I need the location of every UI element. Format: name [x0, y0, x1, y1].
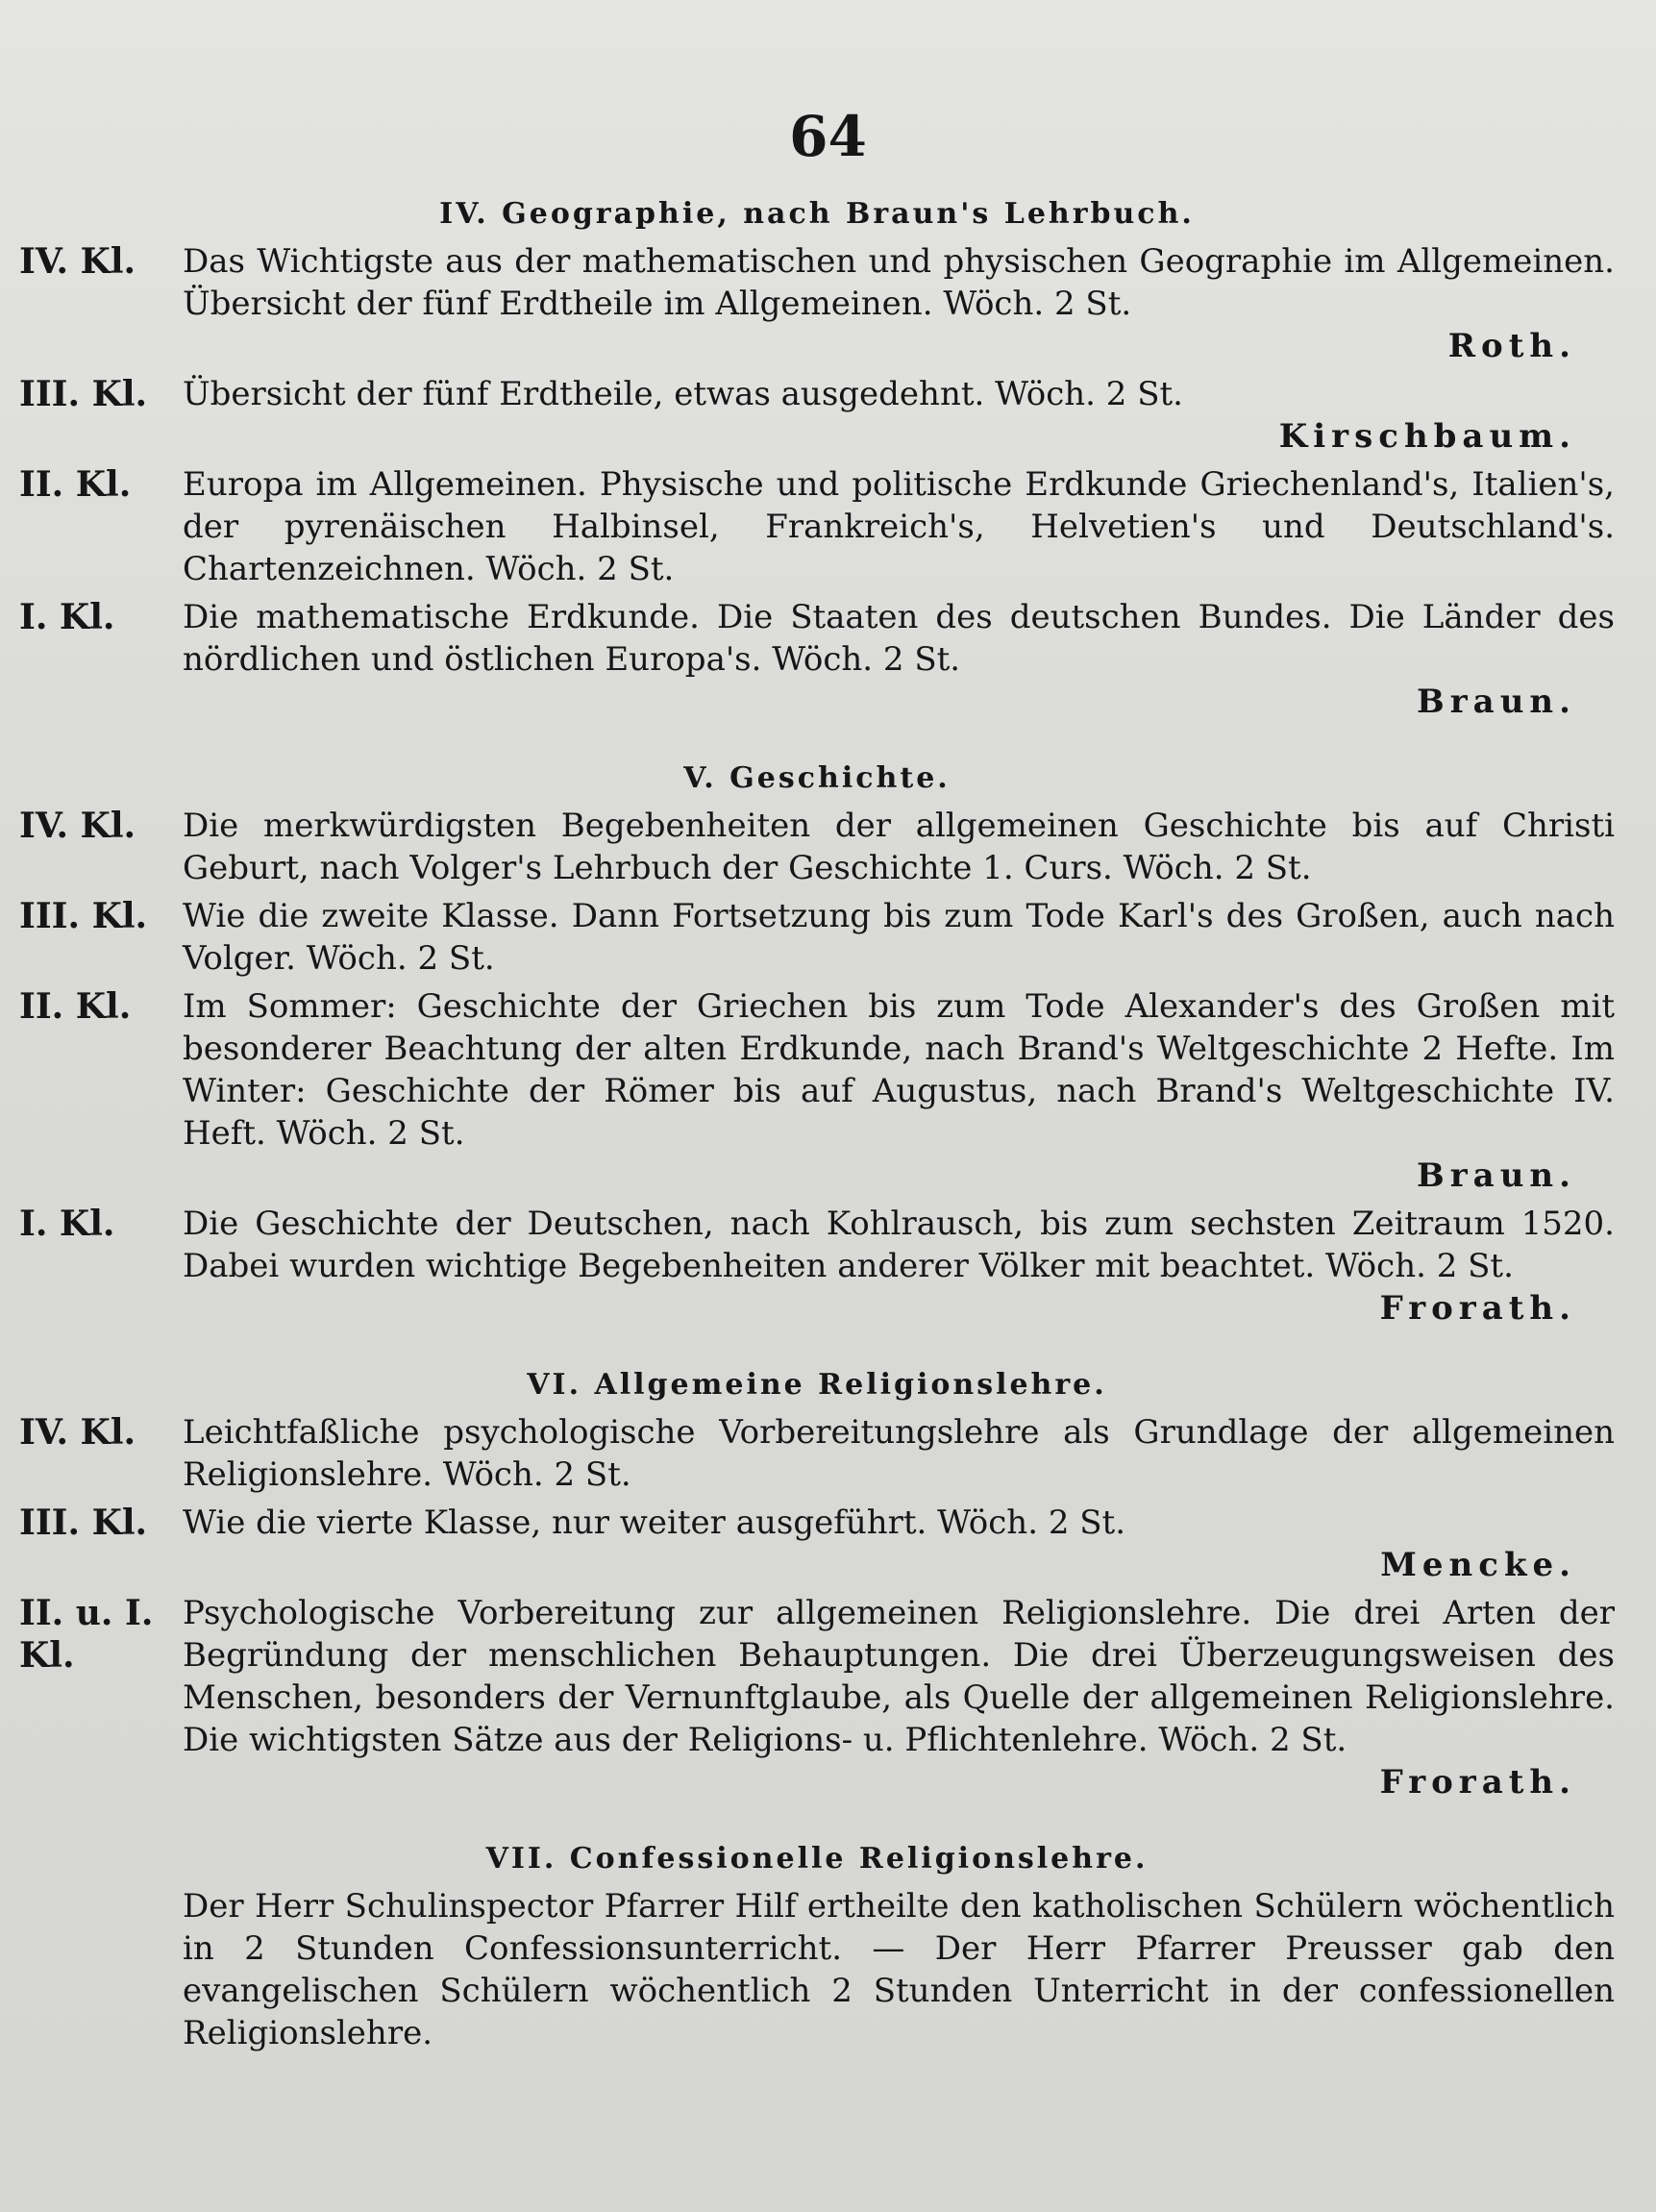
- section: [19, 197, 1615, 723]
- entry-body: [183, 1411, 1615, 1496]
- class-entry: [19, 596, 1615, 723]
- page-content: [19, 197, 1615, 2093]
- class-label: II. Kl.: [19, 986, 132, 1027]
- class-label: IV. Kl.: [19, 806, 136, 846]
- entry-text: Europa im Allgemeinen. Physische und politische Erdkunde Griechenland's, Italien's, der pyrenäischen Halbinsel, Frankreich's, Helvetien's und Deutschland's. Chartenzeichnen. Wöch. 2 St.: [183, 465, 1615, 588]
- class-entry: [19, 1592, 1615, 1803]
- entry-text: Das Wichtigste aus der mathematischen und physischen Geographie im Allgemeinen. Übersicht der fünf Erdtheile im Allgemeinen. Wöch. 2 St.: [183, 242, 1615, 323]
- section-heading: V. Geschichte.: [683, 761, 951, 795]
- class-label: III. Kl.: [19, 374, 148, 414]
- class-entry: [19, 1411, 1615, 1496]
- entry-body: [183, 895, 1615, 980]
- teacher-name: Roth.: [1447, 327, 1576, 365]
- entry-text: Im Sommer: Geschichte der Griechen bis zum Tode Alexander's des Großen mit besonderer Beachtung der alten Erdkunde, nach Brand's Weltgeschichte 2 Hefte. Im Winter: Geschichte der Römer bis auf Augustus, nach Brand's Weltgeschichte IV. Heft. Wöch. 2 St.: [183, 987, 1615, 1153]
- teacher-name: Braun.: [1417, 683, 1576, 721]
- teacher-name: Frorath.: [1379, 1763, 1576, 1802]
- class-entry: [19, 805, 1615, 889]
- entry-text: Wie die vierte Klasse, nur weiter ausgeführt. Wöch. 2 St.: [183, 1504, 1126, 1542]
- class-label: III. Kl.: [19, 896, 148, 936]
- entry-body: [183, 596, 1615, 723]
- class-entry: [19, 463, 1615, 590]
- class-label: II. Kl.: [19, 464, 132, 505]
- class-entry: [19, 985, 1615, 1197]
- teacher-name: Braun.: [1417, 1156, 1576, 1195]
- entry-text: Die mathematische Erdkunde. Die Staaten des deutschen Bundes. Die Länder des nördlichen und östlichen Europa's. Wöch. 2 St.: [183, 598, 1615, 679]
- class-label: I. Kl.: [19, 1204, 115, 1244]
- entry-body: [183, 805, 1615, 889]
- entry-body: [183, 240, 1615, 367]
- entry-body: [183, 985, 1615, 1197]
- teacher-name: Frorath.: [1379, 1289, 1576, 1328]
- class-label: IV. Kl.: [19, 241, 136, 282]
- page-number: 64: [789, 104, 867, 169]
- class-entry: [19, 240, 1615, 367]
- class-entry: [19, 1203, 1615, 1330]
- class-entry: [19, 1502, 1615, 1586]
- entry-text: Psychologische Vorbereitung zur allgemeinen Religionslehre. Die drei Arten der Begründung der menschlichen Behauptungen. Die drei Überzeugungsweisen des Menschen, besonders der Vernunftglaube, als Quelle der allgemeinen Religionslehre. Die wichtigsten Sätze aus der Religions- u. Pflichtenlehre. Wöch. 2 St.: [183, 1594, 1615, 1759]
- teacher-name: Kirschbaum.: [1278, 417, 1576, 456]
- section-heading: IV. Geographie, nach Braun's Lehrbuch.: [439, 197, 1195, 231]
- class-label: I. Kl.: [19, 597, 115, 637]
- entry-text: Die merkwürdigsten Begebenheiten der allgemeinen Geschichte bis auf Christi Geburt, nach Volger's Lehrbuch der Geschichte 1. Curs. Wöch. 2 St.: [183, 807, 1615, 887]
- class-entry: [19, 373, 1615, 458]
- entry-body: [183, 1592, 1615, 1803]
- entry-text: Übersicht der fünf Erdtheile, etwas ausgedehnt. Wöch. 2 St.: [183, 375, 1183, 413]
- section-note: Der Herr Schulinspector Pfarrer Hilf ertheilte den katholischen Schülern wöchentlich in 2 Stunden Confessionsunterricht. — Der Herr Pfarrer Preusser gab den evangelischen Schülern wöchentlich 2 Stunden Unterricht in der confessionellen Religionslehre.: [183, 1887, 1615, 2052]
- section: [19, 1368, 1615, 1803]
- entry-body: [183, 373, 1615, 458]
- section-heading: VI. Allgemeine Religionslehre.: [527, 1368, 1107, 1402]
- entry-body: [183, 1203, 1615, 1330]
- entry-text: Leichtfaßliche psychologische Vorbereitungslehre als Grundlage der allgemeinen Religionslehre. Wöch. 2 St.: [183, 1413, 1615, 1494]
- entry-text: Wie die zweite Klasse. Dann Fortsetzung bis zum Tode Karl's des Großen, auch nach Volger. Wöch. 2 St.: [183, 897, 1615, 978]
- entry-body: [183, 463, 1615, 590]
- teacher-name: Mencke.: [1380, 1546, 1576, 1584]
- section: [19, 761, 1615, 1330]
- class-label: IV. Kl.: [19, 1412, 136, 1453]
- class-label: II. u. I. Kl.: [19, 1593, 154, 1676]
- class-label: III. Kl.: [19, 1503, 148, 1543]
- class-entry: [19, 895, 1615, 980]
- entry-body: [183, 1502, 1615, 1586]
- entry-text: Die Geschichte der Deutschen, nach Kohlrausch, bis zum sechsten Zeitraum 1520. Dabei wurden wichtige Begebenheiten anderer Völker mit beachtet. Wöch. 2 St.: [183, 1205, 1615, 1285]
- section: [19, 1842, 1615, 2054]
- section-heading: VII. Confessionelle Religionslehre.: [485, 1842, 1149, 1876]
